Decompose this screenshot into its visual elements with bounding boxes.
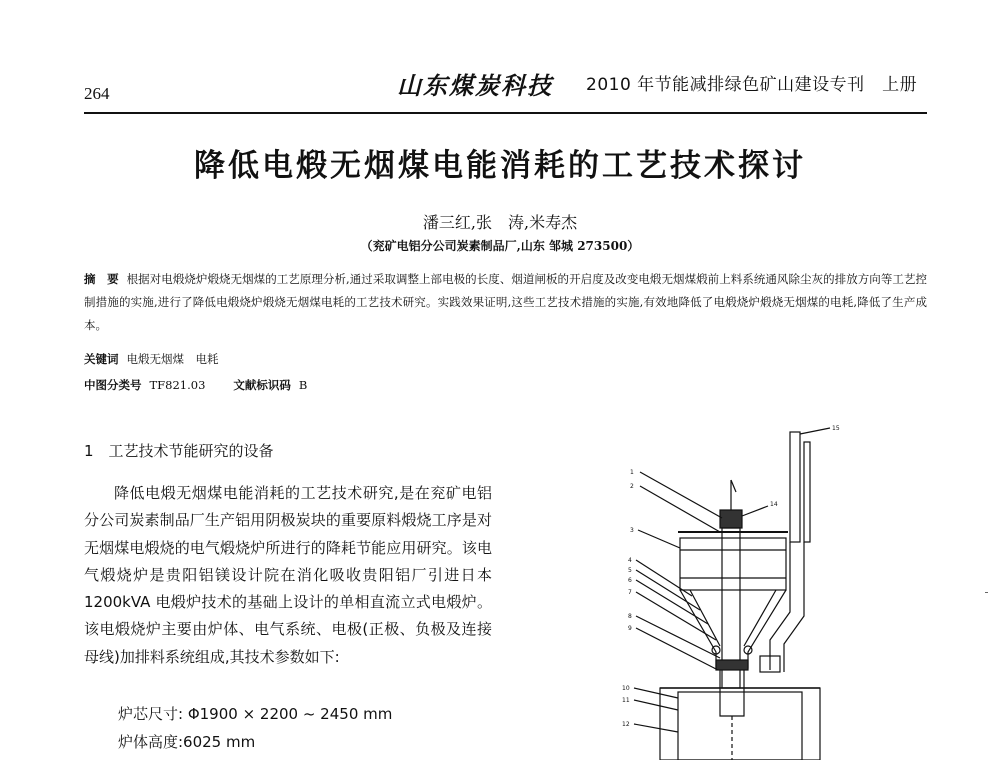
fig-label-11: 11 <box>622 697 630 704</box>
fig-label-1: 1 <box>630 469 634 476</box>
fig-label-10: 10 <box>622 685 630 692</box>
param-furnace-core: 炉芯尺寸: Φ1900 × 2200 ~ 2450 mm <box>118 705 393 723</box>
flue-pipe <box>790 432 800 542</box>
issue-title: 2010 年节能减排绿色矿山建设专刊 上册 <box>586 75 918 95</box>
furnace-lining <box>678 692 802 760</box>
journal-logo: 山东煤炭科技 <box>397 71 553 100</box>
authors: 潘三红,张 涛,米寿杰 <box>422 213 578 232</box>
header-rule <box>84 112 927 114</box>
leader-3 <box>638 530 680 548</box>
affiliation: （兖矿电铝分公司炭素制品厂,山东 邹城 273500） <box>360 239 640 253</box>
fig-label-7: 7 <box>628 589 632 596</box>
electrode-holder <box>716 660 748 670</box>
scan-mark <box>985 592 988 593</box>
fig-label-3: 3 <box>630 527 634 534</box>
leader-14 <box>742 506 768 516</box>
furnace-body <box>660 688 820 760</box>
leader-10 <box>634 688 678 698</box>
leader-11 <box>634 700 678 710</box>
body-paragraph: 降低电煅无烟煤电能消耗的工艺技术研究,是在兖矿电铝分公司炭素制品厂生产铝用阴极炭块的重要原料煅烧工序是对无烟煤电煅烧的电气煅烧炉所进行的降耗节能应用研究。该电气煅烧炉是贵阳铝镁设计院在消化吸收贵阳铝厂引进日本 1200kVA 电煅炉技术的基础上设计的单相直流立式电煅炉。该电煅烧炉主要由炉体、电气系统、电极(正极、负极及连接母线)加排料系统组成,其技术参数如下: <box>84 484 492 666</box>
fig-label-6: 6 <box>628 577 632 584</box>
param-furnace-height: 炉体高度:6025 mm <box>118 733 256 751</box>
abstract <box>84 268 927 337</box>
leader-1 <box>640 472 722 518</box>
abstract-label: 摘 要 <box>84 272 119 286</box>
furnace-diagram <box>620 420 920 760</box>
section-heading: 1 工艺技术节能研究的设备 <box>84 442 274 460</box>
keywords <box>84 351 219 367</box>
fig-label-4: 4 <box>628 557 632 564</box>
leader-12 <box>634 724 678 732</box>
top-rod-tip <box>731 480 736 492</box>
flue-pipe-inner <box>804 442 810 542</box>
leader-2 <box>640 486 720 532</box>
keywords-text: 电煅无烟煤 电耗 <box>126 352 219 366</box>
body-text <box>84 480 492 671</box>
doc-code: B <box>298 378 308 392</box>
classification-code: TF821.03 <box>149 378 206 392</box>
fig-label-15: 15 <box>832 425 840 432</box>
page-number: 264 <box>84 84 110 103</box>
upper-housing <box>680 538 786 590</box>
fig-label-5: 5 <box>628 567 632 574</box>
hopper-inner <box>690 590 776 646</box>
classification-label: 中图分类号 <box>84 378 142 392</box>
leader-15 <box>800 428 830 434</box>
article-title: 降低电煅无烟煤电能消耗的工艺技术探讨 <box>194 148 806 184</box>
fig-label-2: 2 <box>630 483 634 490</box>
doc-code-label: 文献标识码 <box>233 378 291 392</box>
fig-label-14: 14 <box>770 501 778 508</box>
fig-label-8: 8 <box>628 613 632 620</box>
fig-label-9: 9 <box>628 625 632 632</box>
keywords-label: 关键词 <box>84 352 119 366</box>
classification-line <box>84 377 307 393</box>
fig-label-12: 12 <box>622 721 630 728</box>
leader-6 <box>636 580 708 624</box>
top-electrode-clamp <box>720 510 742 528</box>
abstract-text: 根据对电煅烧炉煅烧无烟煤的工艺原理分析,通过采取调整上部电极的长度、烟道闸板的开启度及改变电煅无烟煤煅前上料系统通风除尘灰的排放方向等工艺控制措施的实施,进行了降低电煅烧炉煅烧无烟煤电耗的工艺技术研究。实践效果证明,这些工艺技术措施的实施,有效地降低了电煅烧炉煅烧无烟煤的电耗,降低了生产成本。 <box>84 272 927 332</box>
